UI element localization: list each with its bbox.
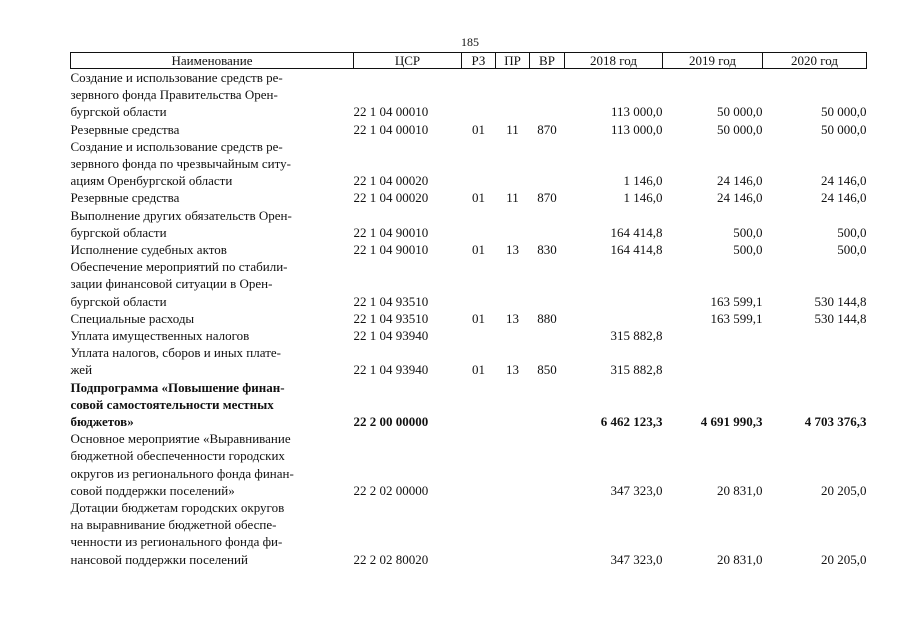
header-rz: РЗ (462, 53, 496, 69)
cell-rz (462, 430, 496, 499)
cell-name (71, 69, 354, 121)
cell-2019: 500,0 (733, 242, 763, 258)
cell-name-line: Дотации бюджетам городских округов (70, 500, 285, 516)
cell-pr: 11 (506, 190, 519, 206)
cell-csr: 22 2 02 80020 (353, 551, 429, 567)
header-2020: 2020 год (763, 53, 867, 69)
header-2018: 2018 год (565, 53, 663, 69)
cell-name-line: Уплата налогов, сборов и иных плате- (70, 345, 281, 361)
cell-name-line: зервного фонда Правительства Орен- (70, 87, 278, 103)
cell-csr: 22 1 04 93940 (353, 328, 429, 344)
cell-2019: 163 599,1 (710, 310, 763, 326)
cell-name (71, 344, 354, 378)
cell-csr: 22 1 04 00010 (353, 121, 429, 137)
table-row (71, 499, 867, 568)
cell-name-line: Специальные расходы (70, 310, 195, 326)
cell-2018 (565, 258, 663, 310)
cell-vr: 880 (537, 310, 557, 326)
cell-pr (496, 207, 530, 241)
cell-pr: 13 (506, 242, 519, 258)
table-row (71, 69, 867, 121)
table-row (71, 189, 867, 206)
cell-name-line: Исполнение судебных актов (70, 242, 227, 258)
cell-csr: 22 1 04 90010 (353, 242, 429, 258)
cell-pr (496, 499, 530, 568)
cell-2020 (763, 327, 867, 344)
cell-vr (530, 379, 565, 431)
cell-name-line: округов из регионального фонда финан- (70, 465, 294, 481)
cell-pr: 13 (506, 310, 519, 326)
cell-2020: 530 144,8 (814, 310, 867, 326)
cell-pr (496, 327, 530, 344)
cell-rz (462, 327, 496, 344)
cell-csr: 22 1 04 93510 (353, 293, 429, 309)
cell-2019: 50 000,0 (717, 104, 763, 120)
cell-rz: 01 (472, 362, 485, 378)
cell-2019: 4 691 990,3 (700, 414, 763, 430)
cell-name (71, 189, 354, 206)
header-csr: ЦСР (354, 53, 462, 69)
cell-csr: 22 1 04 00010 (353, 104, 429, 120)
cell-csr: 22 1 04 93940 (353, 362, 429, 378)
cell-name-line: Резервные средства (70, 121, 180, 137)
cell-vr (530, 430, 565, 499)
cell-2019 (663, 327, 763, 344)
cell-name (71, 258, 354, 310)
cell-2018 (565, 310, 663, 327)
cell-name (71, 499, 354, 568)
cell-name (71, 241, 354, 258)
cell-rz (462, 69, 496, 121)
cell-rz: 01 (472, 310, 485, 326)
cell-pr (496, 69, 530, 121)
cell-vr (530, 138, 565, 190)
table-row (71, 258, 867, 310)
cell-2019: 163 599,1 (710, 293, 763, 309)
table-row (71, 430, 867, 499)
cell-rz (462, 138, 496, 190)
cell-2019: 24 146,0 (717, 190, 763, 206)
header-pr: ПР (496, 53, 530, 69)
cell-name-line: жей (70, 362, 93, 378)
cell-name-line: Создание и использование средств ре- (70, 70, 283, 85)
cell-2020 (763, 344, 867, 378)
cell-name-line: совой самостоятельности местных (70, 396, 274, 412)
cell-2019 (663, 344, 763, 378)
cell-2019: 20 831,0 (717, 482, 763, 498)
cell-2020: 4 703 376,3 (804, 414, 867, 430)
cell-pr (496, 138, 530, 190)
cell-2019: 24 146,0 (717, 173, 763, 189)
cell-2019: 20 831,0 (717, 551, 763, 567)
cell-2018: 1 146,0 (623, 173, 663, 189)
table-row (71, 310, 867, 327)
cell-name-line: на выравнивание бюджетной обеспе- (70, 517, 277, 533)
cell-name (71, 310, 354, 327)
cell-name (71, 379, 354, 431)
cell-name-line: бюджетной обеспеченности городских (70, 448, 285, 464)
cell-2019: 500,0 (733, 224, 763, 240)
cell-2020: 24 146,0 (821, 190, 867, 206)
cell-vr (530, 207, 565, 241)
cell-2018: 347 323,0 (610, 482, 663, 498)
cell-2018: 113 000,0 (610, 104, 663, 120)
cell-rz: 01 (472, 242, 485, 258)
cell-name-line: совой поддержки поселений» (70, 482, 235, 498)
cell-2020: 530 144,8 (814, 293, 867, 309)
cell-name (71, 327, 354, 344)
cell-2018: 113 000,0 (610, 121, 663, 137)
cell-rz (462, 258, 496, 310)
cell-pr: 11 (506, 121, 519, 137)
cell-rz (462, 499, 496, 568)
cell-2020: 20 205,0 (821, 482, 867, 498)
cell-name-line: бургской области (70, 104, 167, 120)
cell-csr: 22 2 00 00000 (353, 414, 429, 430)
cell-2020: 20 205,0 (821, 551, 867, 567)
cell-pr: 13 (506, 362, 519, 378)
cell-vr: 870 (537, 190, 557, 206)
cell-2018: 6 462 123,3 (600, 414, 663, 430)
cell-2018: 164 414,8 (610, 224, 663, 240)
cell-vr: 870 (537, 121, 557, 137)
table-body (71, 69, 867, 568)
cell-2020: 50 000,0 (821, 121, 867, 137)
cell-vr: 830 (537, 242, 557, 258)
cell-name-line: Выполнение других обязательств Орен- (70, 207, 292, 223)
table-row (71, 327, 867, 344)
cell-csr: 22 2 02 00000 (353, 482, 429, 498)
page-number: 185 (461, 35, 479, 49)
cell-rz (462, 379, 496, 431)
cell-name-line: бюджетов» (70, 414, 134, 430)
cell-name-line: ченности из регионального фонда фи- (70, 534, 283, 550)
cell-name-line: зации финансовой ситуации в Орен- (70, 276, 273, 292)
cell-2020: 50 000,0 (821, 104, 867, 120)
cell-name-line: ациям Оренбургской области (70, 173, 233, 189)
table-row (71, 121, 867, 138)
cell-csr: 22 1 04 00020 (353, 173, 429, 189)
cell-vr (530, 499, 565, 568)
header-vr: ВР (530, 53, 565, 69)
cell-name (71, 430, 354, 499)
cell-2018: 1 146,0 (623, 190, 663, 206)
cell-2019: 50 000,0 (717, 121, 763, 137)
cell-rz: 01 (472, 121, 485, 137)
header-2019: 2019 год (663, 53, 763, 69)
cell-csr: 22 1 04 93510 (353, 310, 429, 326)
cell-vr (530, 69, 565, 121)
cell-name-line: Обеспечение мероприятий по стабили- (70, 259, 288, 275)
table-row (71, 344, 867, 378)
cell-csr: 22 1 04 00020 (353, 190, 429, 206)
cell-pr (496, 258, 530, 310)
cell-name-line: Подпрограмма «Повышение финан- (70, 379, 285, 395)
cell-name-line: Резервные средства (70, 190, 180, 206)
cell-2018: 164 414,8 (610, 242, 663, 258)
cell-vr: 850 (537, 362, 557, 378)
cell-name (71, 138, 354, 190)
cell-name (71, 121, 354, 138)
cell-2020: 500,0 (837, 242, 867, 258)
cell-name-line: зервного фонда по чрезвычайным ситу- (70, 156, 291, 172)
table-row (71, 241, 867, 258)
cell-name-line: Создание и использование средств ре- (70, 138, 283, 154)
table-row (71, 138, 867, 190)
cell-pr (496, 430, 530, 499)
table-row (71, 207, 867, 241)
header-name: Наименование (71, 53, 354, 69)
cell-pr (496, 379, 530, 431)
cell-csr: 22 1 04 90010 (353, 224, 429, 240)
cell-name-line: бургской области (70, 293, 167, 309)
cell-name-line: Основное мероприятие «Выравнивание (70, 431, 291, 447)
cell-2018: 315 882,8 (610, 362, 663, 378)
cell-2018: 347 323,0 (610, 551, 663, 567)
table-row (71, 379, 867, 431)
cell-vr (530, 327, 565, 344)
cell-rz (462, 207, 496, 241)
cell-2020: 500,0 (837, 224, 867, 240)
cell-2020: 24 146,0 (821, 173, 867, 189)
cell-name-line: бургской области (70, 224, 167, 240)
cell-vr (530, 258, 565, 310)
cell-2018: 315 882,8 (610, 328, 663, 344)
cell-rz: 01 (472, 190, 485, 206)
budget-table (70, 52, 867, 568)
header-row (71, 53, 867, 69)
cell-name (71, 207, 354, 241)
cell-name-line: нансовой поддержки поселений (70, 551, 248, 567)
cell-name-line: Уплата имущественных налогов (70, 328, 250, 344)
